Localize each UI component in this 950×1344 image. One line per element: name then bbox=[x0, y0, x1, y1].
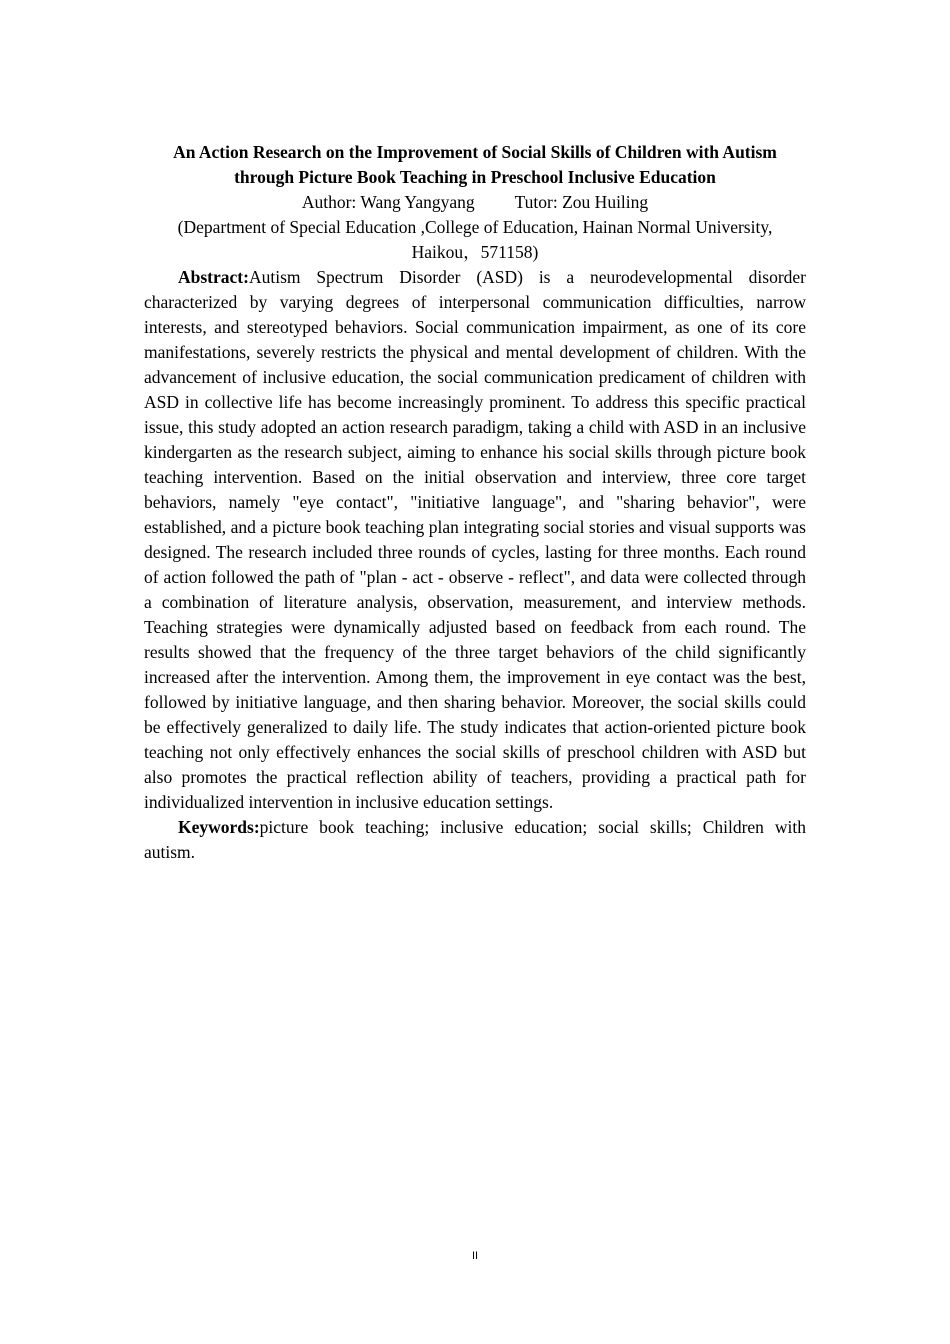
affiliation: (Department of Special Education ,College of Education, Hainan Normal University, Haikou，571158) bbox=[177, 217, 773, 262]
author-tutor-line bbox=[144, 190, 806, 215]
document-page bbox=[144, 140, 806, 865]
page-number: II bbox=[471, 1250, 479, 1262]
keywords-label: Keywords: bbox=[178, 817, 260, 837]
keywords-paragraph bbox=[144, 815, 806, 865]
abstract-paragraph bbox=[144, 265, 806, 815]
document-title: An Action Research on the Improvement of Social Skills of Children with Autism through Picture Book Teaching in Preschool Inclusive Education bbox=[173, 142, 777, 187]
keywords-text: picture book teaching; inclusive education; social skills; Children with autism. bbox=[144, 817, 806, 862]
tutor-name: Tutor: Zou Huiling bbox=[514, 192, 649, 212]
abstract-text: Autism Spectrum Disorder (ASD) is a neurodevelopmental disorder characterized by varying degrees of interpersonal communication difficulties, narrow interests, and stereotyped behaviors. Social communication impairment, as one of its core manifestations, severely restricts the physical and mental development of children. With the advancement of inclusive education, the social communication predicament of children with ASD in collective life has become increasingly prominent. To address this specific practical issue, this study adopted an action research paradigm, taking a child with ASD in an inclusive kindergarten as the research subject, aiming to enhance his social skills through picture book teaching intervention. Based on the initial observation and interview, three core target behaviors, namely "eye contact", "initiative language", and "sharing behavior", were established, and a picture book teaching plan integrating social stories and visual supports was designed. The research included three rounds of cycles, lasting for three months. Each round of action followed the path of "plan - act - observe - reflect", and data were collected through a combination of literature analysis, observation, measurement, and interview methods. Teaching strategies were dynamically adjusted based on feedback from each round. The results showed that the frequency of the three target behaviors of the child significantly increased after the intervention. Among them, the improvement in eye contact was the best, followed by initiative language, and then sharing behavior. Moreover, the social skills could be effectively generalized to daily life. The study indicates that action-oriented picture book teaching not only effectively enhances the social skills of preschool children with ASD but also promotes the practical reflection ability of teachers, providing a practical path for individualized intervention in inclusive education settings. bbox=[144, 267, 806, 812]
abstract-label: Abstract: bbox=[178, 267, 249, 287]
author-name: Author: Wang Yangyang bbox=[301, 192, 475, 212]
